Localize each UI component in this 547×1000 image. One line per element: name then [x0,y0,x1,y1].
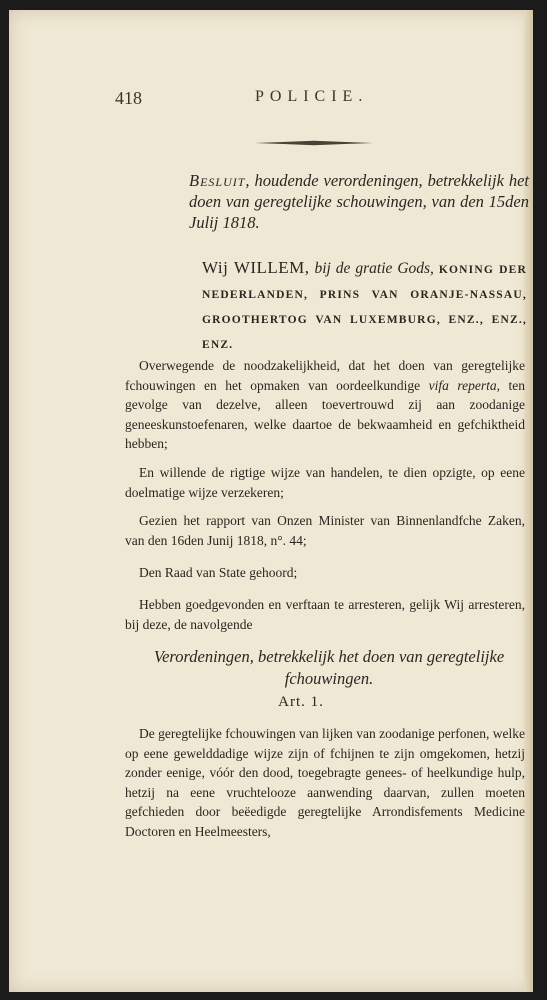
article-text: De geregtelijke fchouwingen van lijken van zoodanige perfonen, welke op eene gewelddadige wijze zijn of fchijnen te zijn omgekomen, hetzij zonder eenige, vóór den dood, toegebragte genees- of heelkundige hulp, hetzij na eene vruchtelooze aanwending daarvan, zullen moeten gefchieden door beëedigde geregtelijke Arrondisfements Medicine Doctoren en Heelmeesters, [125,726,525,839]
ornamental-rule [255,140,373,146]
decree-title-lead: Besluit [189,171,246,190]
enactment-style: KONING DER NEDERLANDEN, PRINS VAN ORANJE-NASSAU, GROOTHERTOG VAN LUXEMBURG, ENZ., ENZ., ENZ. [202,264,527,351]
enactment-formula [202,256,527,357]
paragraph-text: , ten gevolge van dezelve, alleen toevertrouwd zij aan zoodanige geneeskunstoefenaren, welke daartoe de bekwaamheid en gefchiktheid hebben; [125,377,526,451]
paragraph-text: Overwegende de noodzakelijkheid, dat het doen van geregtelijke fchouwingen en het opmaken van oordeelkundige [125,358,525,393]
section-heading: Verordeningen, betrekkelijk het doen van geregtelijke fchouwingen. [153,647,505,688]
page-edge [524,10,533,992]
paragraph-council: Den Raad van State gehoord; [139,565,298,580]
paragraph-italic: vifa reperta [428,377,497,393]
enactment-wij: Wij WILLEM, [202,258,310,277]
decree-title [189,170,529,233]
page-number: 418 [115,88,142,108]
running-title: POLICIE. [255,88,369,105]
paragraph-arrest: Hebben goedgevonden en verftaan te arresteren, gelijk Wij arresteren, bij deze, de navolgende [125,597,525,632]
paragraph-report: Gezien het rapport van Onzen Minister van Binnenlandfche Zaken, van den 16den Junij 1818, n°. 44; [125,513,525,548]
book-page [9,10,533,992]
decree-title-rest: , houdende verordeningen, betrekkelijk het doen van geregtelijke schouwingen, van den 15den Julij 1818. [189,171,529,232]
paragraph-considering [125,356,525,454]
running-header [9,88,533,118]
enactment-grace: bij de gratie Gods, [314,260,434,277]
paragraph-willing: En willende de rigtige wijze van handelen, te dien opzigte, op eene doelmatige wijze verzekeren; [125,465,525,500]
article-label: Art. 1. [278,694,324,710]
